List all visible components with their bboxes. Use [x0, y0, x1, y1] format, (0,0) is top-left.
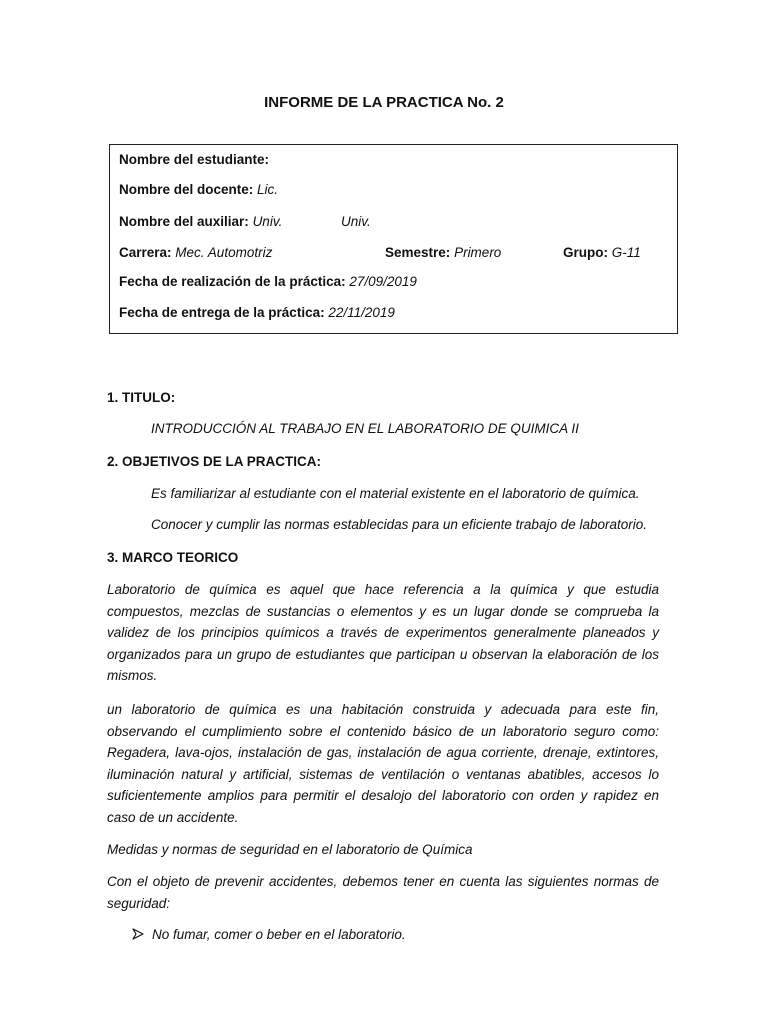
- objetivos-heading: 2. OBJETIVOS DE LA PRACTICA:: [107, 454, 322, 469]
- auxiliar-row: [119, 214, 282, 229]
- titulo-heading: 1. TITULO:: [107, 390, 176, 405]
- carrera-value: Mec. Automotriz: [175, 245, 273, 260]
- semestre-label: Semestre:: [385, 245, 451, 260]
- semestre-field: [385, 245, 501, 260]
- marco-paragraph-4: Con el objeto de prevenir accidentes, debemos tener en cuenta las siguientes normas de seguridad:: [107, 874, 659, 911]
- docente-row: [119, 182, 278, 197]
- semestre-value: Primero: [454, 245, 502, 260]
- marco-paragraph-3: Medidas y normas de seguridad en el laboratorio de Química: [107, 842, 473, 857]
- titulo-text: INTRODUCCIÓN AL TRABAJO EN EL LABORATORIO DE QUIMICA II: [151, 421, 579, 436]
- grupo-value: G-11: [611, 245, 641, 260]
- arrowhead-bullet-icon: [132, 927, 152, 942]
- carrera-row: [119, 245, 272, 260]
- auxiliar-value-1: Univ.: [252, 214, 283, 229]
- page-title: INFORME DE LA PRACTICA No. 2: [264, 94, 504, 111]
- marco-paragraph-1: Laboratorio de química es aquel que hace referencia a la química y que estudia compuestos, mezclas de sustancias o elementos y es un lugar donde se comprueba la validez de los principios químicos a través de experimentos generalmente planeados y organizados para un grupo de estudiantes que participan u observan la elaboración de los mismos.: [107, 582, 659, 683]
- student-label: Nombre del estudiante:: [119, 152, 270, 167]
- docente-value: Lic.: [257, 182, 279, 197]
- auxiliar-value-2: Univ.: [341, 214, 371, 229]
- objetivo-2: Conocer y cumplir las normas establecidas para un eficiente trabajo de laboratorio.: [151, 517, 648, 532]
- fecha-entrega-row: [119, 305, 395, 320]
- fecha-realizacion-row: [119, 274, 417, 289]
- fecha-entrega-label: Fecha de entrega de la práctica:: [119, 305, 325, 320]
- marco-teorico-heading: 3. MARCO TEORICO: [107, 550, 239, 565]
- fecha-entrega-value: 22/11/2019: [328, 305, 395, 320]
- grupo-field: [563, 245, 641, 260]
- fecha-realizacion-value: 27/09/2019: [349, 274, 417, 289]
- student-row: [119, 152, 269, 167]
- marco-paragraph-2: un laboratorio de química es una habitación construida y adecuada para este fin, observando el cumplimiento sobre el contenido básico de un laboratorio seguro como: Regadera, lava-ojos, instalación de gas, instalación de agua corriente, drenaje, extintores, iluminación natural y artificial, sistemas de ventilación o ventanas abatibles, accesos lo suficientemente amplios para permitir el desalojo del laboratorio con orden y rapidez en caso de un accidente.: [107, 702, 659, 825]
- bullet-text: No fumar, comer o beber en el laboratorio.: [152, 927, 406, 942]
- carrera-label: Carrera:: [119, 245, 172, 260]
- bullet-list-item: [132, 927, 406, 942]
- docente-label: Nombre del docente:: [119, 182, 254, 197]
- fecha-realizacion-label: Fecha de realización de la práctica:: [119, 274, 346, 289]
- objetivo-1: Es familiarizar al estudiante con el material existente en el laboratorio de química.: [151, 486, 640, 501]
- grupo-label: Grupo:: [563, 245, 608, 260]
- auxiliar-label: Nombre del auxiliar:: [119, 214, 249, 229]
- student-info-box: [109, 144, 678, 334]
